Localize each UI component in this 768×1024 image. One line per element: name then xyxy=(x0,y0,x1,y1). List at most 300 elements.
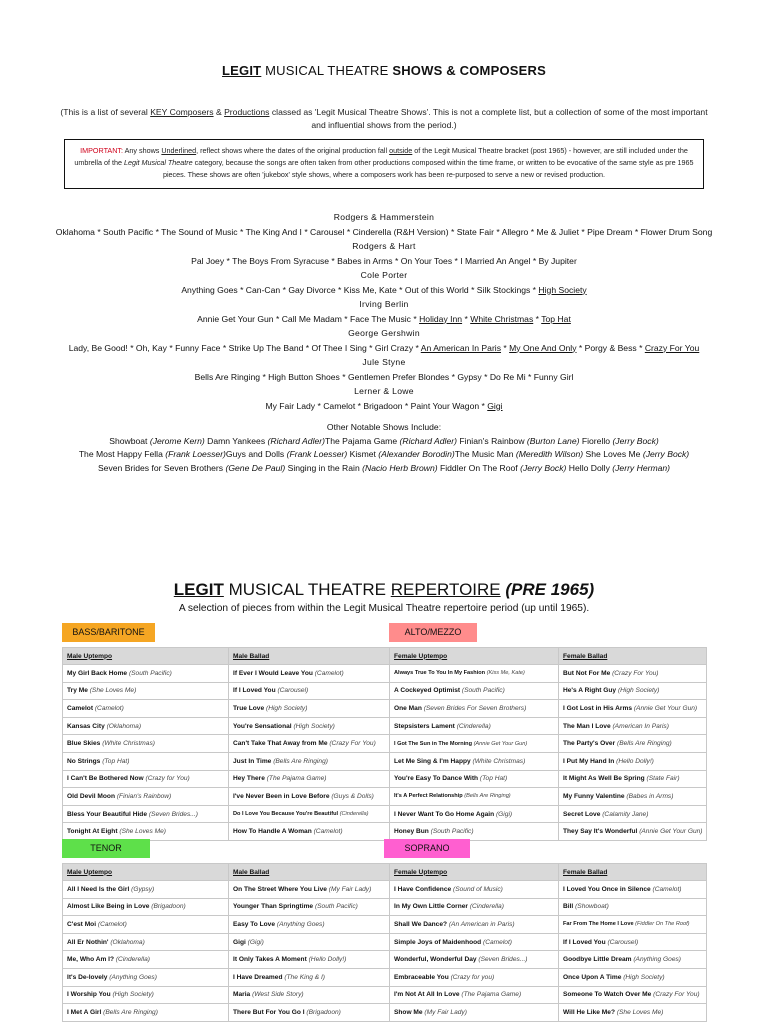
song-show: (Crazy For You) xyxy=(653,991,700,999)
song-show: (Camelot) xyxy=(314,669,344,677)
shows-text: * Porgy & Bess * xyxy=(576,342,645,353)
song-show: (Bells Are Ringing) xyxy=(103,1008,158,1016)
song-cell xyxy=(559,933,707,951)
shows-text: Anything Goes * Can-Can * Gay Divorce * Kiss Me, Kate * Out of this World * Silk Stockings * xyxy=(181,284,539,295)
song-show: (Finian's Rainbow) xyxy=(116,792,172,800)
song-show: (Cinderella) xyxy=(339,811,369,818)
table-row xyxy=(63,752,707,770)
song-title: True Love xyxy=(233,704,265,712)
other-show-title: Fiorello xyxy=(579,435,613,446)
song-show: (Crazy For You) xyxy=(612,669,659,677)
song-cell xyxy=(390,752,559,770)
underlined-show: High Society xyxy=(538,284,587,295)
song-title: I Can't Be Bothered Now xyxy=(67,775,144,783)
song-title: Camelot xyxy=(67,704,94,712)
song-cell xyxy=(390,951,559,969)
song-cell xyxy=(390,823,559,841)
song-title: Bill xyxy=(563,903,574,911)
song-title: But Not For Me xyxy=(563,669,611,677)
song-title: There But For You Go I xyxy=(233,1008,305,1016)
song-title: Simple Joys of Maidenhood xyxy=(394,938,482,946)
song-show: (She Loves Me) xyxy=(119,828,166,836)
song-show: (Camelot) xyxy=(97,920,127,928)
song-show: (The Pajama Game) xyxy=(461,991,522,999)
song-show: (Seven Brides...) xyxy=(478,956,528,964)
title-repertoire: REPERTOIRE xyxy=(390,580,501,599)
other-notable-shows xyxy=(20,421,748,475)
song-show: (An American in Paris) xyxy=(448,920,515,928)
song-title: A Cockeyed Optimist xyxy=(394,687,461,695)
column-header: Male Uptempo xyxy=(63,864,229,881)
song-title: Embraceable You xyxy=(394,973,449,981)
badge-tenor: TENOR xyxy=(62,839,150,858)
song-title: If I Loved You xyxy=(233,687,276,695)
other-show-composer: (Frank Loesser) xyxy=(286,449,348,459)
song-title: I Have Dreamed xyxy=(233,973,283,981)
song-show: (Crazy for You) xyxy=(145,775,190,783)
song-title: Can't Take That Away from Me xyxy=(233,740,328,748)
other-show-composer: (Jerry Bock) xyxy=(520,462,567,473)
song-show: (Hello Dolly!) xyxy=(616,757,654,765)
other-show-title: Seven Brides for Seven Brothers xyxy=(97,462,226,473)
song-show: (Gigi) xyxy=(247,938,264,946)
table-row xyxy=(63,770,707,788)
song-cell xyxy=(390,665,559,683)
song-cell xyxy=(559,700,707,718)
table-row xyxy=(63,805,707,823)
other-show-title: The Pajama Game xyxy=(324,435,400,446)
song-cell xyxy=(229,805,390,823)
song-show: (Babes in Arms) xyxy=(626,792,674,800)
song-title: Try Me xyxy=(67,687,88,695)
column-header: Male Uptempo xyxy=(63,648,229,665)
composer-heading: Rodgers & Hart xyxy=(352,241,416,251)
song-cell xyxy=(229,823,390,841)
song-title: He's A Right Guy xyxy=(563,687,617,695)
other-show-title: Hello Dolly xyxy=(566,462,613,473)
important-underlined: Underlined xyxy=(161,146,197,155)
other-show-composer: (Frank Loesser) xyxy=(165,449,226,459)
song-cell xyxy=(559,881,707,899)
song-title: It's A Perfect Relationship xyxy=(394,793,463,800)
song-title: Easy To Love xyxy=(233,920,276,928)
shows-text: My Fair Lady * Camelot * Brigadoon * Paint Your Wagon * xyxy=(265,400,488,411)
other-show-composer: (Nacio Herb Brown) xyxy=(362,462,438,473)
song-cell xyxy=(229,986,390,1004)
song-title: Kansas City xyxy=(67,722,105,730)
song-show: (Seven Brides...) xyxy=(148,810,198,818)
badge-bass-baritone: BASS/BARITONE xyxy=(62,623,155,642)
song-title: I've Never Been in Love Before xyxy=(233,792,330,800)
other-show-title: The Music Man xyxy=(454,449,516,459)
song-cell xyxy=(559,665,707,683)
song-cell xyxy=(390,968,559,986)
note-productions: Productions xyxy=(224,107,270,117)
song-show: (Hello Dolly!) xyxy=(308,956,347,964)
song-cell xyxy=(63,770,229,788)
other-show-composer: (Jerry Herman) xyxy=(612,462,671,473)
song-title: If I Loved You xyxy=(563,938,606,946)
song-cell xyxy=(390,805,559,823)
other-shows-line xyxy=(20,435,748,449)
composer-heading: Lerner & Lowe xyxy=(354,386,414,396)
song-title: Honey Bun xyxy=(394,828,429,836)
song-show: (Top Hat) xyxy=(479,775,508,783)
song-show: (South Pacific) xyxy=(461,687,505,695)
song-show: (American In Paris) xyxy=(612,722,669,730)
song-cell xyxy=(63,986,229,1004)
note-text-e: classed as 'Legit Musical Theatre Shows'. This is not a complete list, but a collection of some of the most important and influential shows from the period.) xyxy=(269,107,708,130)
song-cell xyxy=(63,823,229,841)
song-title: Someone To Watch Over Me xyxy=(563,991,652,999)
song-show: (High Society) xyxy=(623,973,665,981)
song-show: (South Pacific) xyxy=(314,903,358,911)
shows-text: * xyxy=(462,313,471,324)
song-title: How To Handle A Woman xyxy=(233,828,312,836)
song-show: (Camelot) xyxy=(313,828,343,836)
song-cell xyxy=(63,682,229,700)
song-show: (Showboat) xyxy=(575,903,609,911)
other-show-composer: (Jerry Bock) xyxy=(612,435,659,446)
song-title: It's De-lovely xyxy=(67,973,108,981)
song-cell xyxy=(559,805,707,823)
composer-shows: Bells Are Ringing * High Button Shoes * Gentlemen Prefer Blondes * Gypsy * Do Re Mi * Funny Girl xyxy=(194,371,574,382)
table-row xyxy=(63,1004,707,1022)
song-title: I Loved You Once in Silence xyxy=(563,885,651,893)
song-title: I Never Want To Go Home Again xyxy=(394,810,495,818)
other-show-title: Finian's Rainbow xyxy=(456,435,527,446)
table-row xyxy=(63,881,707,899)
other-show-composer: (Gene De Paul) xyxy=(225,462,286,473)
shows-composers-title xyxy=(0,63,768,78)
song-cell xyxy=(390,770,559,788)
song-cell xyxy=(559,986,707,1004)
song-title: I Put My Hand In xyxy=(563,757,615,765)
song-cell xyxy=(390,986,559,1004)
song-show: (Oklahoma) xyxy=(110,938,145,946)
song-title: They Say It's Wonderful xyxy=(563,828,638,836)
underlined-show: Top Hat xyxy=(541,313,571,324)
column-header: Female Uptempo xyxy=(390,648,559,665)
tenor-soprano-repertoire-table xyxy=(62,863,707,1022)
underlined-show: White Christmas xyxy=(470,313,534,324)
shows-text: * xyxy=(533,313,542,324)
other-show-title: Guys and Dolls xyxy=(225,449,287,459)
note-text-c: & xyxy=(213,107,225,117)
song-show: (Guys & Dolls) xyxy=(331,792,374,800)
bass-alto-repertoire-table xyxy=(62,647,707,841)
table-row xyxy=(63,788,707,806)
song-cell xyxy=(390,788,559,806)
important-text-g: category, because the songs are often taken from other productions composed within the time frame, or written to be evocative of the same style as pre 1965 pieces. These shows are often 'jukebox' style shows, where a composers work has been re-purposed to serve a new or revised production. xyxy=(162,158,694,179)
composer-shows: Pal Joey * The Boys From Syracuse * Babes in Arms * On Your Toes * I Married An Angel * By Jupiter xyxy=(191,255,577,266)
other-show-title: Fiddler On The Roof xyxy=(437,462,521,473)
other-show-title: The Most Happy Fella xyxy=(78,449,166,459)
song-title: Tonight At Eight xyxy=(67,828,118,836)
song-cell xyxy=(63,752,229,770)
song-cell xyxy=(63,788,229,806)
column-header: Male Ballad xyxy=(229,648,390,665)
other-show-composer: (Burton Lane) xyxy=(526,435,580,446)
song-cell xyxy=(559,898,707,916)
other-show-title: Singing in the Rain xyxy=(285,462,363,473)
song-title: You're Sensational xyxy=(233,722,292,730)
underlined-show: Gigi xyxy=(487,400,503,411)
column-header: Female Uptempo xyxy=(390,864,559,881)
song-cell xyxy=(229,788,390,806)
song-show: (Carousel) xyxy=(607,938,639,946)
song-show: (South Pacific) xyxy=(430,828,474,836)
table-row xyxy=(63,735,707,753)
song-cell xyxy=(63,968,229,986)
song-cell xyxy=(63,916,229,934)
song-title: Once Upon A Time xyxy=(563,973,622,981)
other-shows-line xyxy=(20,448,748,462)
intro-note xyxy=(60,106,708,132)
composer-heading: Irving Berlin xyxy=(359,299,409,309)
song-cell xyxy=(559,770,707,788)
table-header-row xyxy=(63,864,707,881)
note-key-composers: KEY Composers xyxy=(150,107,214,117)
important-box xyxy=(64,139,704,189)
other-shows-title: Other Notable Shows Include: xyxy=(326,422,442,432)
song-title: On The Street Where You Live xyxy=(233,885,327,893)
song-cell xyxy=(229,682,390,700)
repertoire-title xyxy=(0,580,768,600)
song-cell xyxy=(63,735,229,753)
column-header: Female Ballad xyxy=(559,648,707,665)
song-show: (Crazy For You) xyxy=(329,740,376,748)
song-cell xyxy=(229,770,390,788)
song-title: Secret Love xyxy=(563,810,601,818)
song-title: I Met A Girl xyxy=(67,1008,102,1016)
song-cell xyxy=(390,916,559,934)
column-header: Male Ballad xyxy=(229,864,390,881)
song-show: (Sound of Music) xyxy=(453,885,503,893)
title-legit: LEGIT xyxy=(173,580,224,599)
song-cell xyxy=(559,752,707,770)
song-cell xyxy=(229,881,390,899)
song-title: Wonderful, Wonderful Day xyxy=(394,956,477,964)
title-musical: MUSICAL THEATRE xyxy=(261,63,393,78)
song-cell xyxy=(390,717,559,735)
song-show: (The Pajama Game) xyxy=(266,775,327,783)
song-title: If Ever I Would Leave You xyxy=(233,669,313,677)
song-show: (Oklahoma) xyxy=(106,722,142,730)
song-cell xyxy=(63,898,229,916)
table-header-row xyxy=(63,648,707,665)
song-title: My Funny Valentine xyxy=(563,792,625,800)
song-show: (Bells Are Ringing) xyxy=(273,757,328,765)
song-show: (Camelot) xyxy=(652,885,682,893)
song-show: (High Society) xyxy=(266,704,308,712)
song-cell xyxy=(559,968,707,986)
underlined-show: My One And Only xyxy=(509,342,577,353)
song-title: Shall We Dance? xyxy=(394,920,448,928)
title-pre-1965: (PRE 1965) xyxy=(505,580,595,599)
song-title: You're Easy To Dance With xyxy=(394,775,479,783)
title-legit: LEGIT xyxy=(222,63,262,78)
title-musical: MUSICAL THEATRE xyxy=(223,580,391,599)
song-show: (Cinderella) xyxy=(469,903,504,911)
song-title: I Worship You xyxy=(67,991,111,999)
other-show-composer: (Meredith Wilson) xyxy=(515,449,584,459)
song-show: (Annie Get Your Gun) xyxy=(639,828,703,836)
song-show: (Kiss Me, Kate) xyxy=(486,670,525,677)
song-show: (High Society) xyxy=(112,991,154,999)
song-show: (South Pacific) xyxy=(128,669,172,677)
important-text-a: Any shows xyxy=(123,146,162,155)
other-show-composer: (Alexander Borodin) xyxy=(378,449,455,459)
song-cell xyxy=(390,898,559,916)
song-cell xyxy=(229,752,390,770)
song-title: In My Own Little Corner xyxy=(394,903,468,911)
song-cell xyxy=(63,933,229,951)
composer-shows xyxy=(20,341,748,356)
song-show: (White Christmas) xyxy=(472,757,526,765)
title-shows: SHOWS & COMPOSERS xyxy=(392,63,546,78)
song-title: Let Me Sing & I'm Happy xyxy=(394,757,471,765)
song-show: (My Fair Lady) xyxy=(328,885,372,893)
song-cell xyxy=(63,1004,229,1022)
song-cell xyxy=(229,951,390,969)
song-title: The Party's Over xyxy=(563,740,616,748)
composer-heading: Rodgers & Hammerstein xyxy=(333,212,435,222)
song-cell xyxy=(390,682,559,700)
other-show-composer: (Richard Adler) xyxy=(267,435,325,446)
table-row xyxy=(63,682,707,700)
song-title: I Got The Sun in The Morning xyxy=(394,740,472,747)
important-outside: outside xyxy=(389,146,413,155)
song-show: (High Society) xyxy=(293,722,335,730)
song-show: (Carousel) xyxy=(277,687,309,695)
composer-heading: Jule Styne xyxy=(362,357,406,367)
badge-alto-mezzo: ALTO/MEZZO xyxy=(389,623,477,642)
song-cell xyxy=(559,788,707,806)
other-show-title: She Loves Me xyxy=(583,449,643,459)
song-title: I'm Not At All In Love xyxy=(394,991,460,999)
table-row xyxy=(63,717,707,735)
table-row xyxy=(63,898,707,916)
song-show: (Crazy for you) xyxy=(450,973,495,981)
song-show: (Bells Are Ringing) xyxy=(617,740,672,748)
song-cell xyxy=(559,1004,707,1022)
song-title: It Only Takes A Moment xyxy=(233,956,307,964)
song-title: Bless Your Beautiful Hide xyxy=(67,810,147,818)
table-row xyxy=(63,665,707,683)
song-title: C'est Moi xyxy=(67,920,97,928)
song-show: (Gypsy) xyxy=(131,885,155,893)
song-title: Blue Skies xyxy=(67,740,101,748)
song-cell xyxy=(229,700,390,718)
other-show-title: Damn Yankees xyxy=(204,435,268,446)
song-title: Show Me xyxy=(394,1008,423,1016)
song-show: (Camelot) xyxy=(94,704,124,712)
song-show: (The King & I) xyxy=(284,973,326,981)
song-title: The Man I Love xyxy=(563,722,611,730)
song-show: (Fiddler On The Roof) xyxy=(635,921,690,928)
table-row xyxy=(63,968,707,986)
important-text-e: of the Legit Musical Theatre bracket (post 1965) - however, are still included under the umbrella of the xyxy=(74,146,688,167)
table-row xyxy=(63,916,707,934)
song-title: Hey There xyxy=(233,775,265,783)
song-cell xyxy=(559,951,707,969)
song-show: (Cinderella) xyxy=(456,722,491,730)
song-cell xyxy=(229,933,390,951)
song-title: My Girl Back Home xyxy=(67,669,128,677)
song-show: (Brigadoon) xyxy=(306,1008,341,1016)
song-show: (Gigi) xyxy=(495,810,513,818)
song-cell xyxy=(559,682,707,700)
underlined-show: An American In Paris xyxy=(420,342,502,353)
table-row xyxy=(63,933,707,951)
song-show: (She Loves Me) xyxy=(616,1008,664,1016)
song-cell xyxy=(559,717,707,735)
song-cell xyxy=(390,1004,559,1022)
badge-soprano: SOPRANO xyxy=(384,839,470,858)
song-cell xyxy=(63,665,229,683)
composer-heading: George Gershwin xyxy=(348,328,420,338)
song-cell xyxy=(229,898,390,916)
important-text-c: , reflect shows where the dates of the original production fall xyxy=(196,146,390,155)
song-cell xyxy=(559,823,707,841)
song-cell xyxy=(229,717,390,735)
song-cell xyxy=(63,717,229,735)
song-title: All I Need Is the Girl xyxy=(67,885,130,893)
song-cell xyxy=(229,665,390,683)
song-title: Will He Like Me? xyxy=(563,1008,615,1016)
composer-shows xyxy=(20,283,748,298)
song-show: (Seven Brides For Seven Brothers) xyxy=(423,704,527,712)
shows-text: * xyxy=(501,342,510,353)
song-show: (Top Hat) xyxy=(102,757,130,765)
song-title: Almost Like Being in Love xyxy=(67,903,150,911)
song-show: (She Loves Me) xyxy=(89,687,137,695)
song-show: (Camelot) xyxy=(483,938,512,946)
song-title: I Got Lost in His Arms xyxy=(563,704,632,712)
song-show: (State Fair) xyxy=(646,775,680,783)
table-row xyxy=(63,823,707,841)
song-show: (Calamity Jane) xyxy=(602,810,649,818)
song-show: (My Fair Lady) xyxy=(424,1008,467,1016)
song-show: (High Society) xyxy=(617,687,660,695)
composer-shows xyxy=(20,312,748,327)
song-title: Younger Than Springtime xyxy=(233,903,314,911)
song-cell xyxy=(390,933,559,951)
song-cell xyxy=(229,735,390,753)
composer-shows xyxy=(20,399,748,414)
other-show-title: Kismet xyxy=(347,449,379,459)
song-title: Stepsisters Lament xyxy=(394,722,455,730)
song-show: (Annie Get Your Gun) xyxy=(473,740,528,747)
note-text-a: (This is a list of several xyxy=(60,107,151,117)
song-title: Do I Love You Because You're Beautiful xyxy=(233,811,339,818)
song-cell xyxy=(63,951,229,969)
other-show-composer: (Jerry Bock) xyxy=(642,449,690,459)
other-show-composer: (Jerome Kern) xyxy=(149,435,205,446)
important-category: Legit Musical Theatre xyxy=(123,158,193,167)
table-row xyxy=(63,951,707,969)
song-cell xyxy=(229,1004,390,1022)
song-show: (Bells Are Ringing) xyxy=(464,793,511,800)
song-cell xyxy=(390,881,559,899)
song-title: Old Devil Moon xyxy=(67,792,115,800)
song-title: Just In Time xyxy=(233,757,272,765)
repertoire-subtitle: A selection of pieces from within the Legit Musical Theatre repertoire period (up until 1965). xyxy=(178,603,590,614)
song-show: (Anything Goes) xyxy=(109,973,157,981)
table-row xyxy=(63,700,707,718)
song-cell xyxy=(559,916,707,934)
